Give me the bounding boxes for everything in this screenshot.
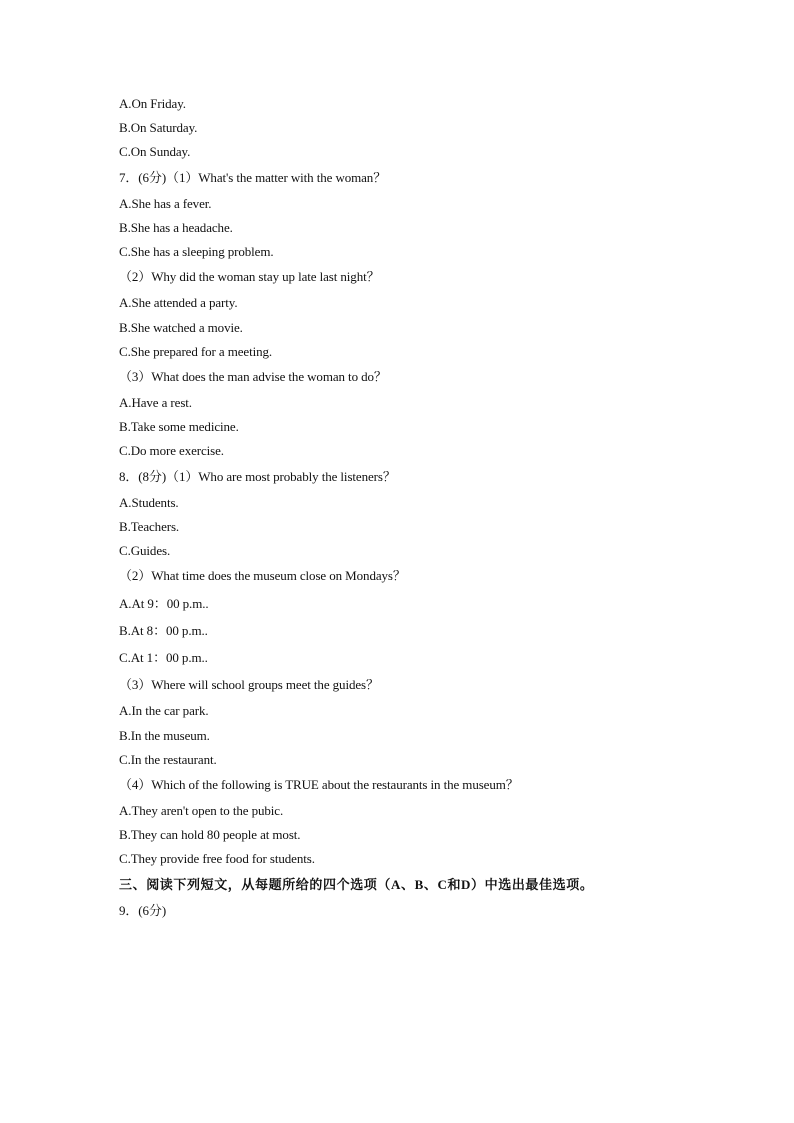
option-a-q8-3: A.In the car park. xyxy=(119,703,209,718)
question-8-3: （3）Where will school groups meet the guides？ xyxy=(119,677,379,692)
option-a-q8-2: A.At 9：00 p.m.. xyxy=(119,596,209,611)
option-c-q6: C.On Sunday. xyxy=(119,144,191,159)
option-a-q8-4: A.They aren't open to the pubic. xyxy=(119,803,284,818)
option-c-q7-1: C.She has a sleeping problem. xyxy=(119,244,274,259)
question-8-2: （2）What time does the museum close on Mondays？ xyxy=(119,568,406,583)
option-a-q8-1: A.Students. xyxy=(119,495,179,510)
option-b-q8-1: B.Teachers. xyxy=(119,519,180,534)
question-7-1: 7．(6分)（1）What's the matter with the woman？ xyxy=(119,170,387,185)
option-c-q8-3: C.In the restaurant. xyxy=(119,752,217,767)
option-a-q7-2: A.She attended a party. xyxy=(119,295,238,310)
option-b-q7-2: B.She watched a movie. xyxy=(119,320,243,335)
option-c-q7-3: C.Do more exercise. xyxy=(119,443,224,458)
option-a-q7-3: A.Have a rest. xyxy=(119,395,192,410)
question-9: 9．(6分) xyxy=(119,903,167,918)
option-b-q7-1: B.She has a headache. xyxy=(119,220,233,235)
option-b-q6: B.On Saturday. xyxy=(119,120,198,135)
option-c-q8-4: C.They provide free food for students. xyxy=(119,851,315,866)
question-7-3: （3）What does the man advise the woman to do？ xyxy=(119,369,387,384)
question-7-2: （2）Why did the woman stay up late last night？ xyxy=(119,269,380,284)
question-8-1: 8．(8分)（1）Who are most probably the listeners？ xyxy=(119,469,396,484)
question-8-4: （4）Which of the following is TRUE about the restaurants in the museum？ xyxy=(119,777,519,792)
option-b-q8-2: B.At 8：00 p.m.. xyxy=(119,623,208,638)
option-a-q6: A.On Friday. xyxy=(119,96,186,111)
option-b-q8-4: B.They can hold 80 people at most. xyxy=(119,827,301,842)
option-c-q8-2: C.At 1：00 p.m.. xyxy=(119,650,208,665)
option-b-q8-3: B.In the museum. xyxy=(119,728,210,743)
option-a-q7-1: A.She has a fever. xyxy=(119,196,212,211)
option-b-q7-3: B.Take some medicine. xyxy=(119,419,239,434)
section-3-heading: 三、阅读下列短文，从每题所给的四个选项（A、B、C和D）中选出最佳选项。 xyxy=(119,877,594,892)
option-c-q7-2: C.She prepared for a meeting. xyxy=(119,344,273,359)
option-c-q8-1: C.Guides. xyxy=(119,543,171,558)
